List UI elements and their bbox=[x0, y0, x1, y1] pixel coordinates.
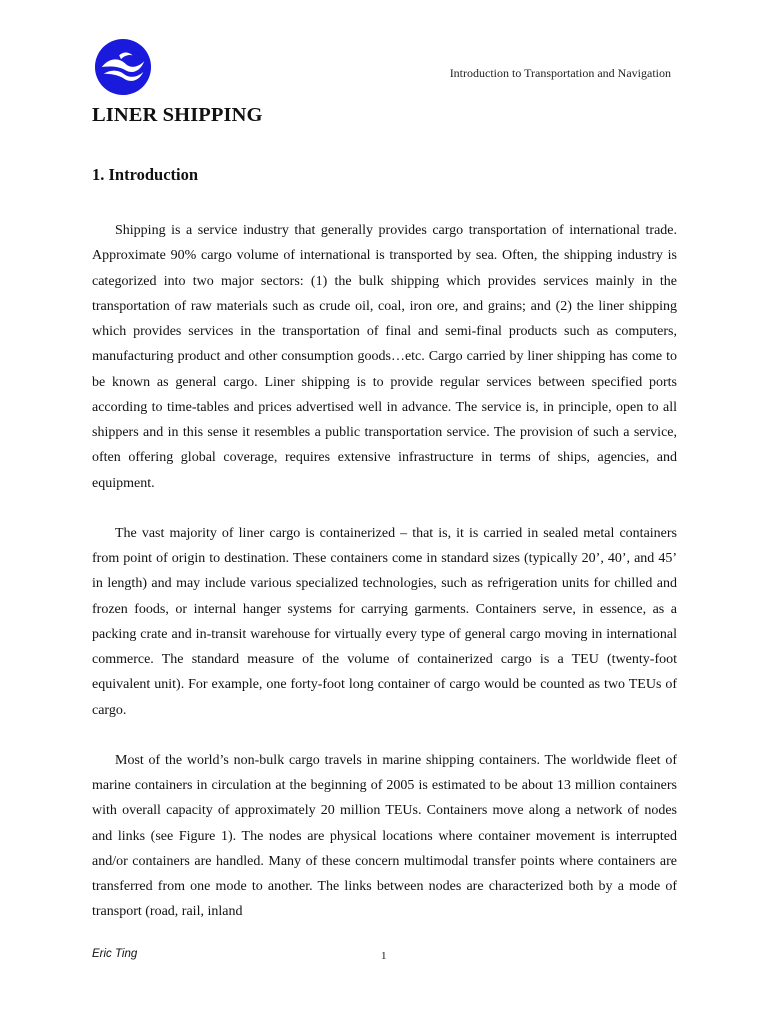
running-header-title: Introduction to Transportation and Navigation bbox=[449, 66, 671, 80]
section-heading: 1. Introduction bbox=[92, 165, 199, 184]
document-title: LINER SHIPPING bbox=[92, 104, 263, 126]
paragraph-1: Shipping is a service industry that generally provides cargo transportation of international trade. Approximate 90% cargo volume of international is transported by sea. Often, the shipping industry is categorized into two major sectors: (1) the bulk shipping which provides services mainly in the transportation of raw materials such as crude oil, coal, iron ore, and grains; and (2) the liner shipping which provides services in the transportation of final and semi-final products such as computers, manufacturing product and other consumption goods…etc. Cargo carried by liner shipping has come to be known as general cargo. Liner shipping is to provide regular services between specified ports according to time-tables and prices advertised well in advance. The service is, in principle, open to all shippers and in this sense it resembles a public transportation service. The provision of such a service, often offering global coverage, requires extensive infrastructure in terms of ships, agencies, and equipment. bbox=[92, 223, 677, 491]
university-wave-logo-icon bbox=[94, 38, 152, 96]
paragraph-3: Most of the world’s non-bulk cargo travels in marine shipping containers. The worldwide fleet of marine containers in circulation at the beginning of 2005 is estimated to be about 13 million containers with overall capacity of approximately 20 million TEUs. Containers move along a network of nodes and links (see Figure 1). The nodes are physical locations where container movement is interrupted and/or containers are handled. Many of these concern multimodal transfer points where containers are transferred from one mode to another. The links between nodes are characterized both by a mode of transport (road, rail, inland bbox=[92, 752, 677, 920]
body-text bbox=[92, 218, 677, 950]
paragraph-2: The vast majority of liner cargo is containerized – that is, it is carried in sealed metal containers from point of origin to destination. These containers come in standard sizes (typically 20’, 40’, and 45’ in length) and may include various specialized technologies, such as refrigeration units for chilled and frozen foods, or internal hanger systems for carrying garments. Containers serve, in essence, as a packing crate and in-transit warehouse for virtually every type of general cargo moving in international commerce. The standard measure of the volume of containerized cargo is a TEU (twenty-foot equivalent unit). For example, one forty-foot long container of cargo would be counted as two TEUs of cargo. bbox=[92, 525, 677, 718]
page-number: 1 bbox=[381, 950, 387, 962]
footer-author: Eric Ting bbox=[92, 948, 138, 960]
